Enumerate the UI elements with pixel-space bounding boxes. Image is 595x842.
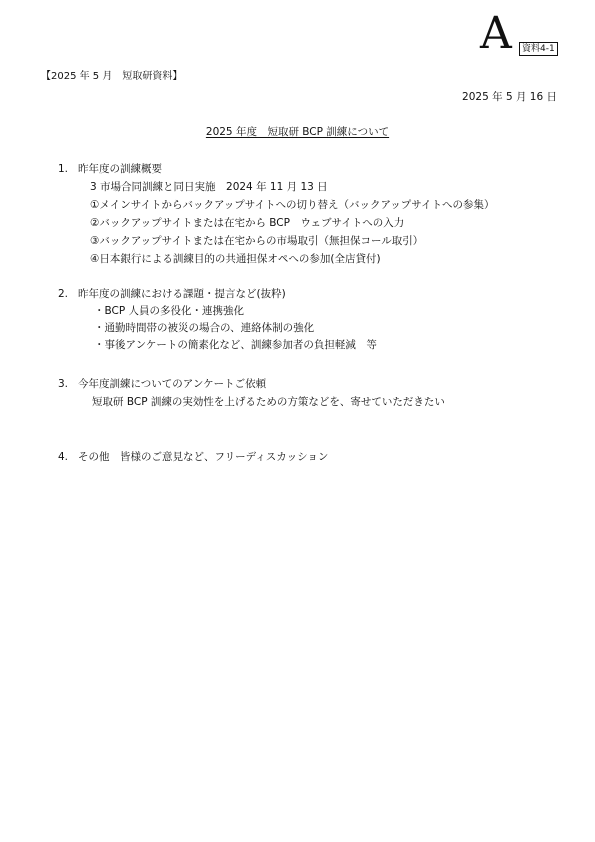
document-reference-box: 資料4-1 <box>519 42 558 56</box>
section-heading: その他 皆様のご意見など、フリーディスカッション <box>78 451 329 463</box>
section-number: 1. <box>58 163 69 175</box>
document-meta: 【2025 年 5 月 短取研資料】 <box>41 71 183 82</box>
section-2-heading-row <box>58 287 377 301</box>
section-3-line-1: 短取研 BCP 訓練の実効性を上げるための方策などを、寄せていただきたい <box>92 396 445 408</box>
section-number: 4. <box>58 451 69 463</box>
document-letter-mark: A <box>480 8 512 59</box>
section-2-line-2: ・通勤時間帯の被災の場合の、連絡体制の強化 <box>94 322 315 334</box>
section-1 <box>58 162 495 266</box>
document-date: 2025 年 5 月 16 日 <box>462 91 557 103</box>
section-heading: 昨年度の訓練概要 <box>78 163 162 175</box>
section-3-heading-row <box>58 377 445 391</box>
section-1-line-2: ①メインサイトからバックアップサイトへの切り替え（バックアップサイトへの参集） <box>90 199 495 211</box>
section-4 <box>58 450 328 464</box>
section-4-heading-row <box>58 450 328 464</box>
section-1-line-5: ④日本銀行による訓練目的の共通担保オペへの参加(全店貸付) <box>90 253 381 265</box>
page-title <box>0 125 595 139</box>
section-heading: 昨年度の訓練における課題・提言など(抜粋) <box>78 288 286 300</box>
section-3 <box>58 377 445 409</box>
section-1-line-4: ③バックアップサイトまたは在宅からの市場取引（無担保コール取引） <box>90 235 424 247</box>
section-number: 3. <box>58 378 69 390</box>
section-2-line-3: ・事後アンケートの簡素化など、訓練参加者の負担軽減 等 <box>94 339 377 351</box>
section-2-line-1: ・BCP 人員の多役化・連携強化 <box>94 305 245 317</box>
section-number: 2. <box>58 288 69 300</box>
section-2 <box>58 287 377 352</box>
section-heading: 今年度訓練についてのアンケートご依頼 <box>78 378 267 390</box>
section-1-line-1: 3 市場合同訓練と同日実施 2024 年 11 月 13 日 <box>90 181 328 193</box>
page-title-text: 2025 年度 短取研 BCP 訓練について <box>205 126 390 138</box>
section-1-heading-row <box>58 162 495 176</box>
section-1-line-3: ②バックアップサイトまたは在宅から BCP ウェブサイトへの入力 <box>90 217 405 229</box>
